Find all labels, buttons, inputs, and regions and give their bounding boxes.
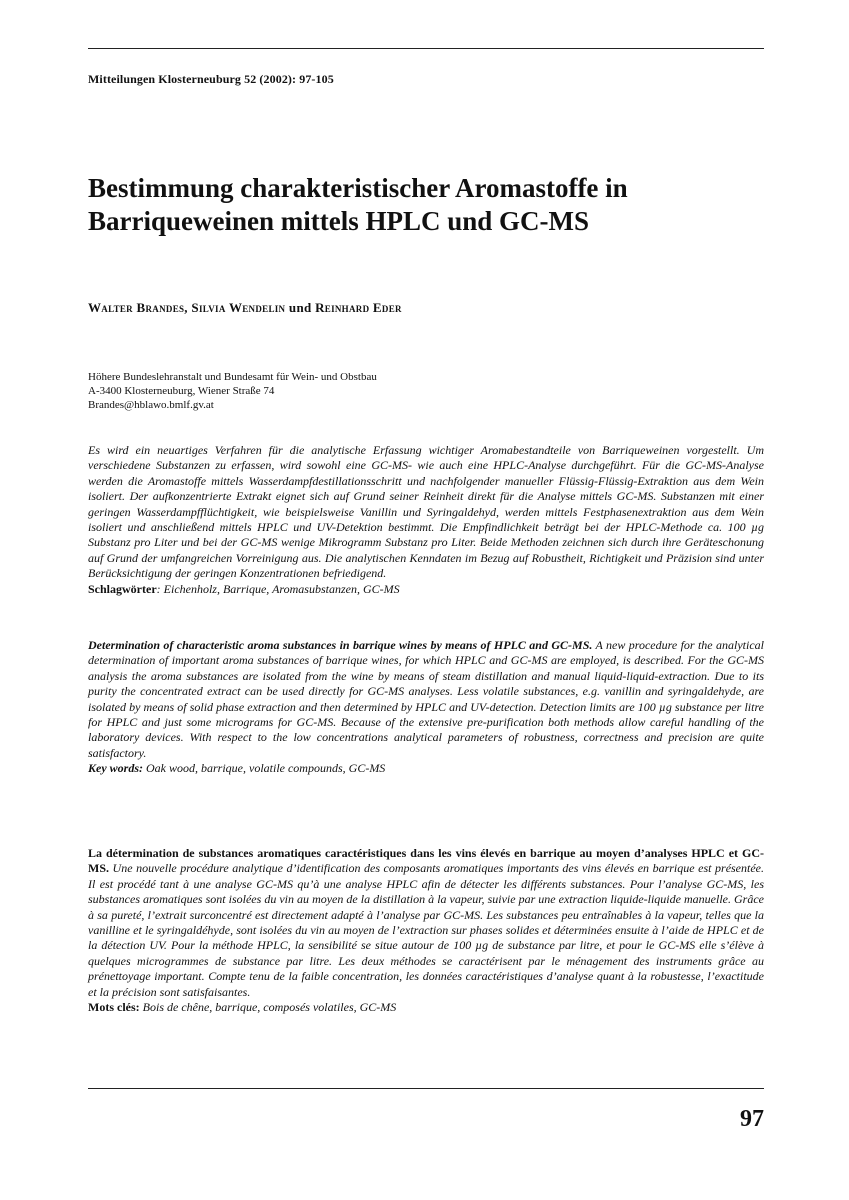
keywords-french-text: Bois de chêne, barrique, composés volatiles, GC-MS: [139, 1000, 397, 1015]
journal-citation: Mitteilungen Klosterneuburg 52 (2002): 97-105: [88, 72, 334, 86]
author-conjunction: und: [288, 300, 312, 315]
abstract-french: [88, 846, 764, 1015]
abstract-french-body: Une nouvelle procédure analytique d’identification des composants aromatiques importants des vins élevés en barrique est présentée. Il est procédé tant à une analyse GC-MS qu’à une analyse HPLC afin de détecter les différents substances. Pour l’analyse GC-MS, les substances aromatiques sont isolées du vin au moyen de la distillation à la vapeur, suivie par une extraction liquide-liquide manuelle. Grâce à sa pureté, l’extrait surconcentré est directement adapté à l’analyse par GC-MS. Les substances peu entraînables à la vapeur, telles que la vanilline et le syringaldéhyde, sont isolées du vin au moyen de l’extraction sur phases solides et déterminées ensuite à l’aide de HPLC et de la détection UV. Pour la méthode HPLC, la sensibilité se situe autour de 100 µg de substance par litre, et pour le GC-MS elle s’élève à quelques microgrammes de substance par litre. Les deux méthodes se caractérisent par le ménagement des instruments grâce au prénettoyage important. Compte tenu de la faible concentration, les données caractéristiques d’analyse quant à la robustesse, l’exactitude et la précision sont satisfaisantes.: [88, 861, 764, 999]
author-2: Silvia Wendelin: [191, 300, 286, 315]
affiliation-institution: Höhere Bundeslehranstalt und Bundesamt für Wein- und Obstbau: [88, 371, 377, 383]
bottom-rule: [88, 1088, 764, 1089]
affiliation: [88, 370, 377, 412]
author-1: Walter Brandes,: [88, 300, 188, 315]
keywords-english: [88, 761, 764, 776]
author-3: Reinhard Eder: [315, 300, 402, 315]
keywords-german-text: : Eichenholz, Barrique, Aromasubstanzen, GC-MS: [156, 581, 400, 596]
abstract-french-paragraph: [88, 846, 764, 1000]
keywords-german: [88, 582, 764, 597]
abstract-english-body: A new procedure for the analytical determination of important aroma substances of barrique wines, for which HPLC and GC-MS are employed, is described. For the GC-MS analysis the aroma substances are isolated from the wine by means of steam distillation and manual liquid-liquid-extraction. Due to its purity the concentrated extract can be used directly for GC-MS analyses. Less volatile substances, e.g. vanillin and syringaldehyde, are isolated by means of solid phase extraction and then determined by HPLC and UV-detection. Detection limits are 100 µg substance per litre for HPLC and just some micrograms for GC-MS. Because of the extensive pre-purification both methods allow careful handling of the laboratory devices. With respect to the low concentrations analytical parameters of robustness, correctness and precision are quite satisfactory.: [88, 638, 764, 760]
keywords-german-label: Schlagwörter: [88, 581, 157, 596]
keywords-english-label: Key words:: [88, 761, 143, 776]
article-title: Bestimmung charakteristischer Aromastoffe in Barriqueweinen mittels HPLC und GC-MS: [88, 173, 628, 236]
abstract-english-paragraph: [88, 638, 764, 761]
affiliation-email: Brandes@hblawo.bmlf.gv.at: [88, 399, 214, 411]
abstract-german-body: Es wird ein neuartiges Verfahren für die analytische Erfassung wichtiger Aromabestandteile von Barriqueweinen vorgestellt. Um verschiedene Substanzen zu erfassen, wird sowohl eine GC-MS- wie auch eine HPLC-Analyse durchgeführt. Für die GC-MS-Analyse werden die Aromastoffe mittels Wasserdampfdestillationsschritt und nachfolgender manueller Flüssig-Flüssig-Extraktion aus dem Wein isoliert. Der aufkonzentrierte Extrakt eignet sich auf Grund seiner Reinheit direkt für die Analyse mittels GC-MS. Substanzen mit einer geringen Wasserdampfflüchtigkeit, wie beispielsweise Vanillin und Syringaldehyd, werden mittels Festphasenextraktion aus dem Wein isoliert und anschließend mittels HPLC und UV-Detektion bestimmt. Die Empfindlichkeit beträgt bei der HPLC-Methode ca. 100 µg Substanz pro Liter und bei der GC-MS wenige Mikrogramm Substanz pro Liter. Beide Methoden zeichnen sich durch ihre Geräteschonung auf Grund der umfangreichen Vorreinigung aus. Die analytischen Kenndaten im Bezug auf Robustheit, Richtigkeit und Präzision sind unter Berücksichtigung der geringen Konzentrationen befriedigend.: [88, 443, 764, 581]
page-number: 97: [740, 1106, 764, 1132]
keywords-english-text: Oak wood, barrique, volatile compounds, GC-MS: [143, 761, 386, 776]
keywords-french-label: Mots clés:: [88, 1000, 140, 1015]
abstract-english: [88, 638, 764, 777]
keywords-french: [88, 1000, 764, 1015]
abstract-english-title: Determination of characteristic aroma substances in barrique wines by means of HPLC and GC-MS.: [88, 638, 593, 652]
top-rule: [88, 48, 764, 49]
abstract-german: [88, 443, 764, 597]
abstract-french-title: La détermination de substances aromatiques caractéristiques dans les vins élevés en barrique au moyen d’analyses HPLC et GC-MS.: [88, 846, 764, 876]
affiliation-address: A-3400 Klosterneuburg, Wiener Straße 74: [88, 385, 275, 397]
author-list: [88, 300, 402, 316]
